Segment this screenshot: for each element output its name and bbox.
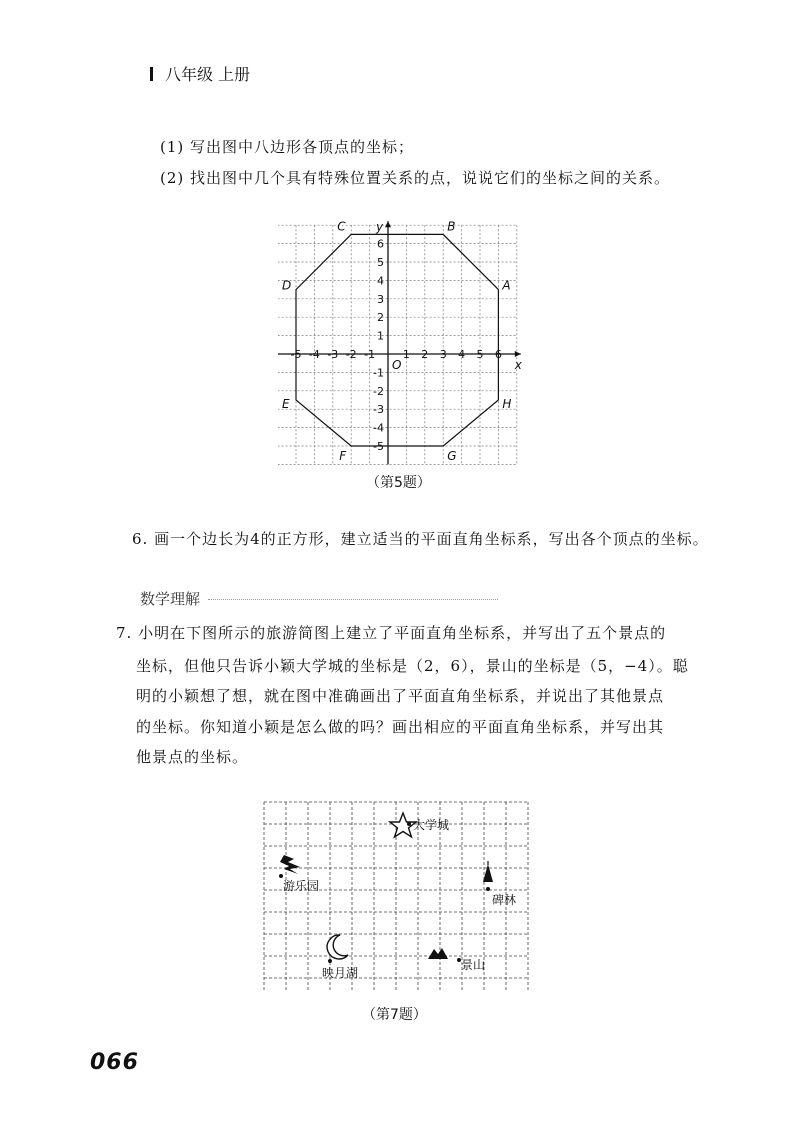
q5-caption: （第5题）: [366, 475, 431, 491]
tourist-map: [258, 797, 536, 997]
x-tick-label: 1: [402, 348, 410, 361]
x-tick-label: 4: [458, 348, 466, 361]
moon-icon: [327, 935, 348, 959]
page-header: [150, 62, 250, 85]
q7-caption: （第7题）: [362, 1007, 427, 1023]
q7-line-2: 坐标，但他只告诉小颖大学城的坐标是（2，6），景山的坐标是（5，−4）。聪: [136, 657, 689, 675]
q7-line-3: 明的小颖想了想，就在图中准确画出了平面直角坐标系，并说出了其他景点: [136, 687, 665, 705]
place-dot: [328, 959, 332, 963]
x-tick-label: -4: [308, 348, 320, 361]
vertex-label-h: H: [502, 397, 512, 411]
y-tick-label: 5: [377, 256, 384, 269]
place-dot: [407, 822, 411, 826]
y-axis-arrow: [385, 221, 391, 227]
y-tick-label: 6: [377, 237, 384, 251]
tower-icon: [483, 861, 493, 882]
place-label-3: 映月湖: [322, 966, 359, 980]
q6-text: 6. 画一个边长为4的正方形，建立适当的平面直角坐标系，写出各个顶点的坐标。: [132, 530, 709, 548]
q5-part1: (1) 写出图中八边形各顶点的坐标；: [160, 138, 415, 156]
header-bar: [150, 67, 153, 81]
place-label-0: 大学城: [413, 818, 450, 832]
q7-line-1: 7. 小明在下图所示的旅游简图上建立了平面直角坐标系，并写出了五个景点的: [116, 624, 667, 642]
amusement-icon: [280, 855, 300, 874]
octagon-coordinate-chart: [278, 220, 528, 470]
map-grid: [264, 802, 528, 990]
x-tick-label: 5: [476, 348, 484, 361]
y-tick-label: 4: [377, 274, 384, 288]
vertex-label-a: A: [502, 278, 511, 293]
vertex-label-d: D: [282, 278, 292, 293]
y-tick-label: -4: [373, 421, 384, 435]
x-tick-label: 3: [439, 348, 447, 361]
y-tick-label: 3: [377, 292, 384, 306]
place-label-2: 碑林: [492, 893, 517, 907]
vertex-label-c: C: [337, 220, 346, 234]
y-tick-label: -3: [373, 403, 384, 417]
y-tick-label: 2: [377, 311, 384, 325]
x-tick-label: -5: [290, 348, 302, 361]
y-tick-label: -1: [373, 366, 384, 380]
place-dot: [486, 887, 490, 891]
x-axis-arrow: [515, 351, 521, 357]
vertex-label-b: B: [447, 220, 456, 234]
origin-label: O: [392, 358, 402, 372]
vertex-label-e: E: [282, 397, 290, 411]
x-tick-label: 6: [494, 348, 502, 361]
x-tick-label: -2: [345, 348, 357, 361]
section-heading: 数学理解: [140, 588, 498, 609]
place-label-4: 景山: [461, 958, 486, 972]
page-number: 066: [90, 1050, 139, 1075]
x-axis-label: x: [514, 358, 522, 372]
x-tick-label: 2: [421, 348, 429, 361]
vertex-label-f: F: [339, 449, 347, 463]
y-tick-label: 1: [377, 329, 384, 343]
q7-line-4: 的坐标。你知道小颖是怎么做的吗？画出相应的平面直角坐标系，并写出其: [136, 718, 665, 736]
x-tick-label: -3: [327, 348, 339, 361]
mountain-icon: [428, 948, 448, 959]
y-tick-label: -2: [373, 384, 384, 398]
header-title: 八年级 上册: [165, 65, 251, 84]
x-tick-label: -1: [364, 348, 376, 361]
place-label-1: 游乐园: [283, 879, 320, 893]
vertex-label-g: G: [447, 449, 457, 463]
q5-part2: (2) 找出图中几个具有特殊位置关系的点，说说它们的坐标之间的关系。: [160, 169, 671, 187]
place-dot: [279, 874, 283, 878]
q7-line-5: 他景点的坐标。: [136, 748, 249, 766]
y-tick-label: -5: [373, 440, 384, 453]
y-axis-label: y: [376, 220, 384, 235]
octagon: [296, 234, 498, 446]
